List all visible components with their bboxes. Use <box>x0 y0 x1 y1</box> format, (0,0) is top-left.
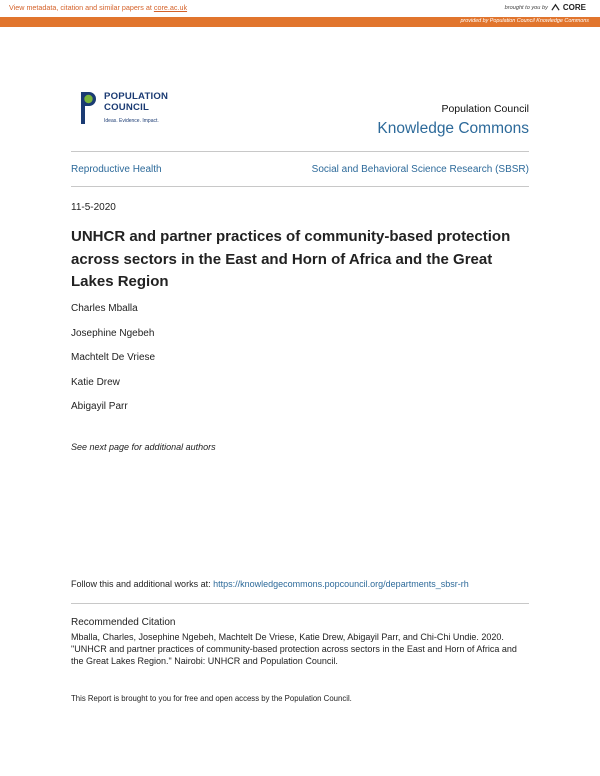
recommended-citation-text: Mballa, Charles, Josephine Ngebeh, Machtelt De Vriese, Katie Drew, Abigayil Parr, and Chi-Chi Undie. 2020. "UNHCR and partner practices of community-based protection across sectors in the East and Horn of Africa and the Great Lakes Region." Nairobi: UNHCR and Population Council. <box>71 632 517 667</box>
department-link-right[interactable]: Social and Behavioral Science Research (SBSR) <box>311 164 529 175</box>
core-logo[interactable]: CORE <box>562 3 586 12</box>
author-name: Katie Drew <box>71 376 120 388</box>
provided-by-strip <box>0 17 600 27</box>
logo-name-line1: POPULATION <box>104 91 169 102</box>
free-access-statement: This Report is brought to you for free and open access by the Population Council. <box>71 694 352 703</box>
core-metadata-text: View metadata, citation and similar papers at core.ac.uk <box>9 3 188 12</box>
logo-name-line2: COUNCIL <box>104 101 150 113</box>
logo-mark-icon <box>78 90 98 126</box>
department-link-left[interactable]: Reproductive Health <box>71 164 162 175</box>
author-list <box>71 303 155 426</box>
author-name: Machtelt De Vriese <box>71 352 156 363</box>
core-brought-by: brought to you by CORE <box>504 3 586 12</box>
author-name: Abigayil Parr <box>71 401 128 412</box>
divider <box>71 186 529 187</box>
divider <box>71 603 529 604</box>
see-next-page-note: See next page for additional authors <box>71 442 216 452</box>
author-name: Charles Mballa <box>71 303 138 314</box>
publication-date: 11-5-2020 <box>71 202 116 213</box>
core-banner <box>0 0 600 17</box>
recommended-citation-heading: Recommended Citation <box>71 617 176 628</box>
divider <box>71 151 529 152</box>
author-name: Josephine Ngebeh <box>71 327 155 339</box>
population-council-logo <box>78 88 188 128</box>
repository-name[interactable]: Knowledge Commons <box>377 120 529 137</box>
org-name: Population Council <box>441 103 529 115</box>
follow-works: Follow this and additional works at: https://knowledgecommons.popcouncil.org/departments_sbsr-rh <box>71 579 469 589</box>
core-link[interactable]: core.ac.uk <box>153 3 188 12</box>
logo-tagline: Ideas. Evidence. Impact. <box>104 118 159 124</box>
document-title: UNHCR and partner practices of community-based protection across sectors in the East and Horn of Africa and the Great Lakes Region <box>71 228 511 290</box>
follow-url-link[interactable]: https://knowledgecommons.popcouncil.org/departments_sbsr-rh <box>213 579 469 589</box>
provided-by-text: provided by Population Council Knowledge Commons <box>460 18 589 24</box>
core-logo-icon <box>551 3 560 12</box>
